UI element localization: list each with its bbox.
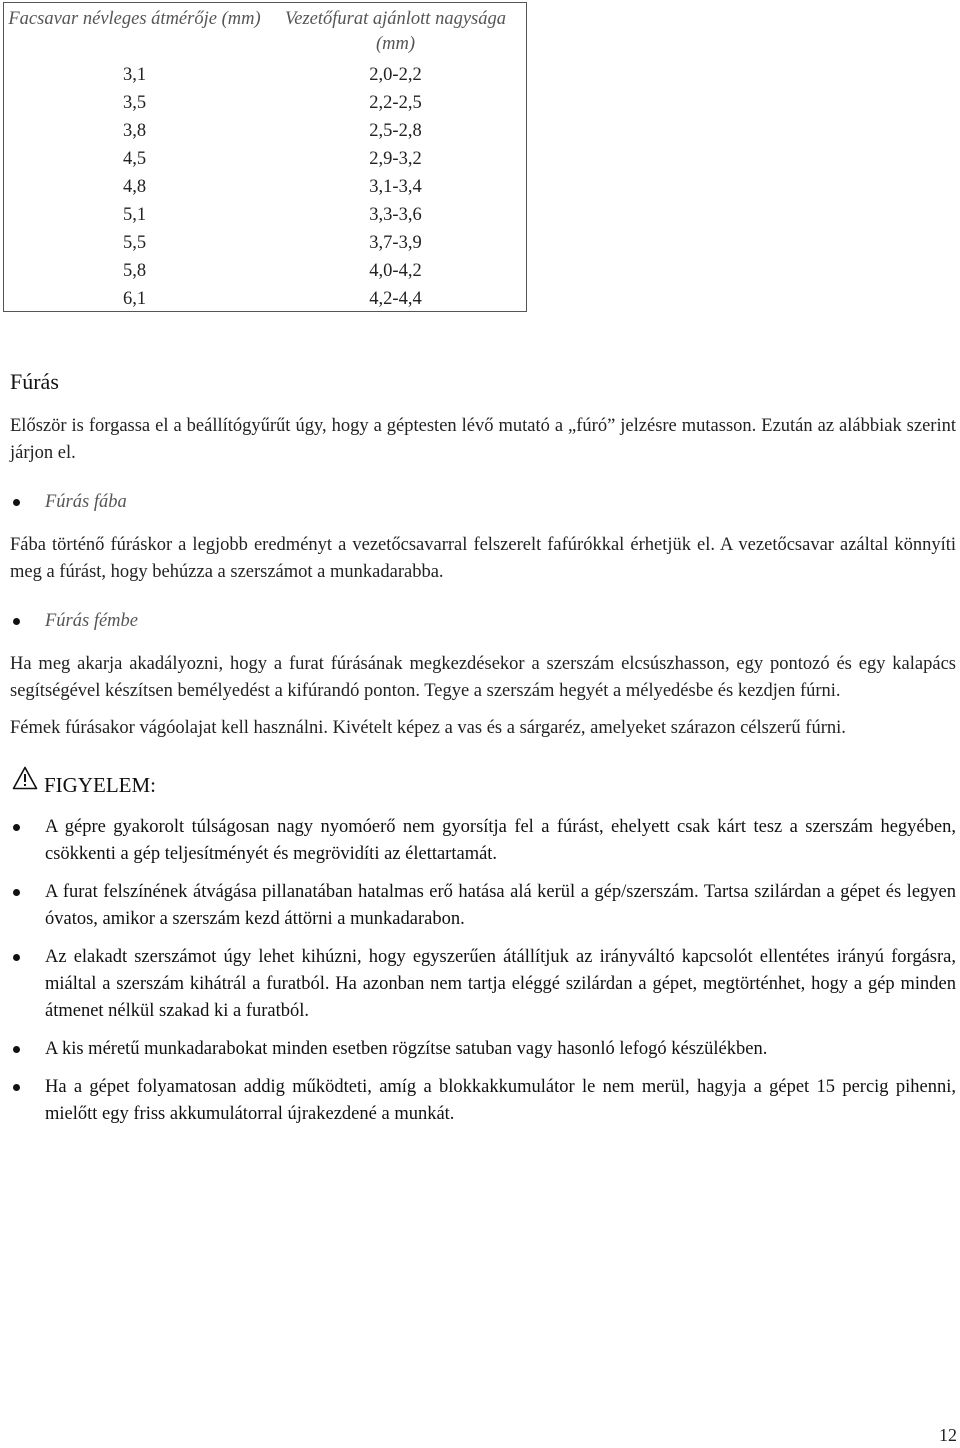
bullet-icon bbox=[13, 618, 20, 625]
main-content bbox=[10, 367, 956, 1139]
table-row bbox=[4, 61, 526, 89]
table-row bbox=[4, 117, 526, 145]
cell-diameter: 5,1 bbox=[122, 205, 147, 225]
metal-heading-text: Fúrás fémbe bbox=[45, 611, 138, 631]
bullet-icon bbox=[13, 499, 20, 506]
cell-pilot-hole: 4,0-4,2 bbox=[369, 261, 422, 281]
warning-item-text: A kis méretű munkadarabokat minden esetben rögzítse satuban vagy hasonló lefogó készülékben. bbox=[45, 1039, 768, 1059]
bullet-icon bbox=[13, 889, 20, 896]
warning-triangle-icon bbox=[12, 766, 38, 790]
table-row bbox=[4, 89, 526, 117]
cell-diameter: 6,1 bbox=[122, 289, 147, 309]
wood-heading-text: Fúrás fába bbox=[45, 492, 127, 512]
cell-pilot-hole: 2,0-2,2 bbox=[369, 65, 422, 85]
bullet-icon bbox=[13, 1046, 20, 1053]
cell-diameter: 3,8 bbox=[122, 121, 147, 141]
wood-drilling-paragraph: Fába történő fúráskor a legjobb eredményt a vezetőcsavarral felszerelt fafúrókkal érhetjük el. A vezetőcsavar azáltal könnyíti meg a fúrást, hogy behúzza a szerszámot a munkadarabba. bbox=[10, 535, 956, 582]
warning-heading bbox=[10, 770, 956, 800]
cell-diameter: 4,5 bbox=[122, 149, 147, 169]
cell-pilot-hole: 4,2-4,4 bbox=[369, 289, 422, 309]
table-row bbox=[4, 257, 526, 285]
cell-diameter: 5,8 bbox=[122, 261, 147, 281]
page-number: 12 bbox=[939, 1425, 957, 1445]
cell-pilot-hole: 3,3-3,6 bbox=[369, 205, 422, 225]
section-title: Fúrás bbox=[10, 369, 59, 394]
list-item bbox=[10, 814, 956, 868]
metal-drilling-heading bbox=[10, 608, 956, 635]
cell-pilot-hole: 2,2-2,5 bbox=[369, 93, 422, 113]
screw-size-table bbox=[3, 2, 527, 312]
cell-diameter: 5,5 bbox=[122, 233, 147, 253]
table-row bbox=[4, 201, 526, 229]
warning-item-text: Ha a gépet folyamatosan addig működteti, amíg a blokkakkumulátor le nem merül, hagyja a gépet 15 percig pihenni, mielőtt egy friss akkumulátorral újrakezdené a munkát. bbox=[45, 1077, 956, 1124]
cell-pilot-hole: 2,9-3,2 bbox=[369, 149, 422, 169]
table-row bbox=[4, 229, 526, 257]
cell-pilot-hole: 2,5-2,8 bbox=[369, 121, 422, 141]
bullet-icon bbox=[13, 954, 20, 961]
metal-drilling-paragraph-1: Ha meg akarja akadályozni, hogy a furat fúrásának megkezdésekor a szerszám elcsúszhasson, egy pontozó és egy kalapács segítségével készítsen bemélyedést a kifúrandó ponton. Tegye a szerszám hegyét a mélyedésbe és kezdjen fúrni. bbox=[10, 654, 956, 701]
metal-drilling-paragraph-2: Fémek fúrásakor vágóolajat kell használni. Kivételt képez a vas és a sárgaréz, amelyeket szárazon célszerű fúrni. bbox=[10, 718, 846, 738]
cell-pilot-hole: 3,7-3,9 bbox=[369, 233, 422, 253]
table-body bbox=[4, 60, 526, 313]
bullet-icon bbox=[13, 824, 20, 831]
list-item bbox=[10, 1036, 956, 1063]
warning-item-text: Az elakadt szerszámot úgy lehet kihúzni, hogy egyszerűen átállítjuk az irányváltó kapcsolót ellentétes irányú forgásra, miáltal a szerszám kihátrál a furatból. Ha azonban nem tartja eléggé szilárdan a gépet, megtörténhet, hogy a gép minden átmenet nélkül szakad ki a furatból. bbox=[45, 947, 956, 1021]
cell-diameter: 4,8 bbox=[122, 177, 147, 197]
warning-title-text: FIGYELEM: bbox=[44, 773, 156, 797]
cell-diameter: 3,5 bbox=[122, 93, 147, 113]
list-item bbox=[10, 944, 956, 1025]
table-row bbox=[4, 173, 526, 201]
wood-drilling-heading bbox=[10, 489, 956, 516]
cell-pilot-hole: 3,1-3,4 bbox=[369, 177, 422, 197]
warning-item-text: A gépre gyakorolt túlságosan nagy nyomóerő nem gyorsítja fel a fúrást, ehelyett csak kárt tesz a szerszám hegyében, csökkenti a gép teljesítményét és megrövidíti az élettartamát. bbox=[45, 817, 956, 864]
table-header bbox=[4, 3, 526, 60]
table-row bbox=[4, 145, 526, 173]
header-pilot-hole-size: Vezetőfurat ajánlott nagysága (mm) bbox=[285, 9, 506, 54]
warning-list bbox=[10, 814, 956, 1128]
bullet-icon bbox=[13, 1084, 20, 1091]
cell-diameter: 3,1 bbox=[122, 65, 147, 85]
intro-paragraph: Először is forgassa el a beállítógyűrűt úgy, hogy a géptesten lévő mutató a „fúró” jelzésre mutasson. Ezután az alábbiak szerint járjon el. bbox=[10, 416, 956, 463]
list-item bbox=[10, 1074, 956, 1128]
warning-item-text: A furat felszínének átvágása pillanatában hatalmas erő hatása alá kerül a gép/szerszám. Tartsa szilárdan a gépet és legyen óvatos, amikor a szerszám kezd áttörni a munkadarabon. bbox=[45, 882, 956, 929]
header-screw-diameter: Facsavar névleges átmérője (mm) bbox=[8, 9, 261, 29]
table-row bbox=[4, 285, 526, 313]
list-item bbox=[10, 879, 956, 933]
